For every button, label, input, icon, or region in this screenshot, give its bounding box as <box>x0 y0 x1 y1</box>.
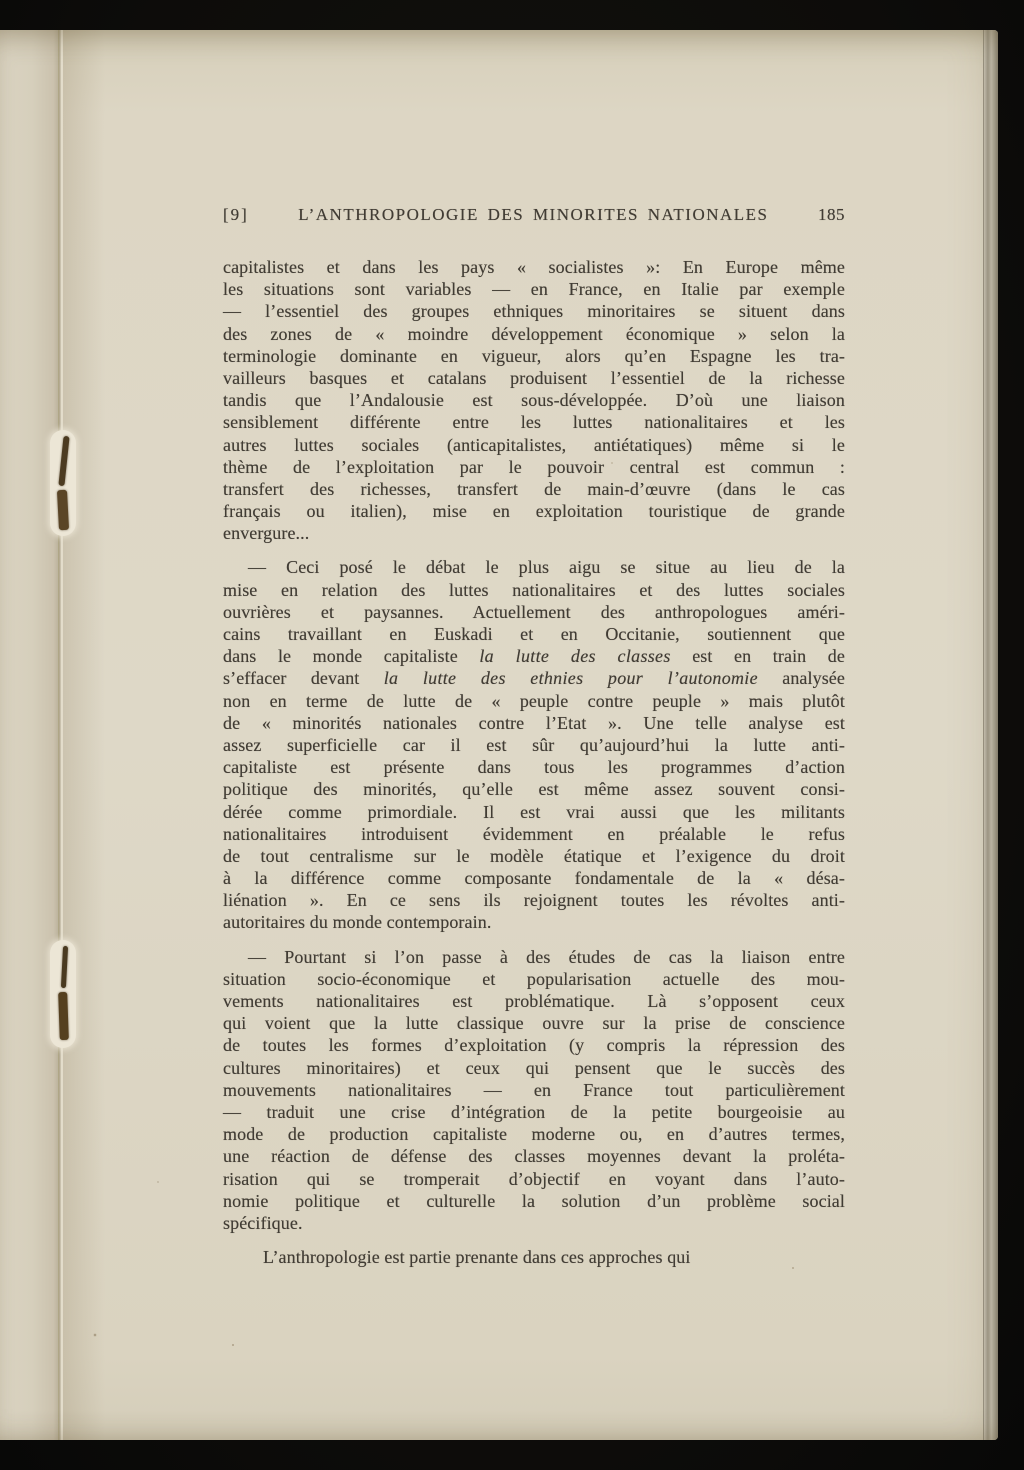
text-line: cultures minoritaires) et ceux qui pensent que le succès des <box>223 1057 845 1078</box>
page-gutter <box>0 30 58 1440</box>
running-header <box>223 205 845 226</box>
text-line: risation qui se tromperait d’objectif en voyant dans l’auto- <box>223 1168 845 1189</box>
text-line: — Ceci posé le débat le plus aigu se situe au lieu de la <box>248 557 845 578</box>
text-block <box>223 256 845 1268</box>
text-line: une réaction de défense des classes moyennes devant la proléta- <box>223 1146 845 1167</box>
text-line: cains travaillant en Euskadi et en Occitanie, soutiennent que <box>223 624 845 644</box>
text-line: dans le monde capitaliste la lutte des classes est en train de <box>223 646 845 667</box>
text-line: situation socio-économique et popularisation actuelle des mou- <box>223 968 845 989</box>
text-line: vailleurs basques et catalans produisent l’essentiel de la richesse <box>223 367 845 388</box>
text-line: français ou italien), mise en exploitation touristique de grande <box>223 501 845 522</box>
page-content <box>223 205 845 1268</box>
text-line: les situations sont variables — en France, en Italie par exemple <box>223 279 845 300</box>
text-line: capitalistes et dans les pays « socialistes »: En Europe même <box>223 257 845 277</box>
book-page <box>0 30 998 1440</box>
gutter-shadow <box>63 30 105 1440</box>
text-line: mouvements nationalitaires — en France tout particulièrement <box>223 1079 845 1100</box>
text-line: transfert des richesses, transfert de main-d’œuvre (dans le cas <box>223 478 845 499</box>
running-title: L’ANTHROPOLOGIE DES MINORITES NATIONALES <box>298 205 769 224</box>
paragraph <box>223 946 845 1234</box>
text-line: mode de production capitaliste moderne ou, en d’autres termes, <box>223 1124 845 1145</box>
section-number: [9] <box>223 205 249 224</box>
text-line: politique des minorités, qu’elle est même assez souvent consi- <box>223 779 845 800</box>
text-line: — traduit une crise d’intégration de la petite bourgeoisie au <box>223 1101 845 1122</box>
text-line: L’anthropologie est partie prenante dans ces approches qui <box>263 1247 691 1268</box>
text-line: sensiblement différente entre les luttes nationalitaires et les <box>223 412 845 433</box>
text-line: des zones de « moindre développement économique » selon la <box>223 323 845 344</box>
paragraph <box>223 256 845 544</box>
text-line: de toutes les formes d’exploitation (y compris la répression des <box>223 1035 845 1056</box>
text-line: assez superficielle car il est sûr qu’aujourd’hui la lutte anti- <box>223 734 845 755</box>
text-line: vements nationalitaires est problématique. Là s’opposent ceux <box>223 991 845 1011</box>
text-line: autres luttes sociales (anticapitalistes, antiétatiques) même si le <box>223 434 845 455</box>
text-line: spécifique. <box>223 1212 303 1233</box>
text-line: mise en relation des luttes nationalitaires et des luttes sociales <box>223 579 845 600</box>
text-line: s’effacer devant la lutte des ethnies pour l’autonomie analysée <box>223 668 845 689</box>
text-line: de tout centralisme sur le modèle étatique et l’exigence du droit <box>223 845 845 866</box>
paragraph <box>223 556 845 933</box>
text-line: — Pourtant si l’on passe à des études de cas la liaison entre <box>248 946 845 967</box>
text-line: à la différence comme composante fondamentale de la « désa- <box>223 868 845 889</box>
text-line: ouvrières et paysannes. Actuellement des anthropologues améri- <box>223 601 845 622</box>
stitch-thread-bottom <box>58 992 69 1040</box>
text-line: — l’essentiel des groupes ethniques minoritaires se situent dans <box>223 301 845 322</box>
text-line: nationalitaires introduisent évidemment en préalable le refus <box>223 823 845 844</box>
stitch-thread-top <box>57 490 69 530</box>
text-line: tandis que l’Andalousie est sous-développée. D’où une liaison <box>223 390 845 411</box>
text-line: autoritaires du monde contemporain. <box>223 912 492 933</box>
text-line: liénation ». En ce sens ils rejoignent toutes les révoltes anti- <box>223 890 845 911</box>
text-line: nomie politique et culturelle la solution d’un problème social <box>223 1190 845 1211</box>
text-line: dérée comme primordiale. Il est vrai aussi que les militants <box>223 801 845 822</box>
text-line: terminologie dominante en vigueur, alors qu’en Espagne les tra- <box>223 345 845 366</box>
page-fore-edge <box>983 30 998 1440</box>
text-line: qui voient que la lutte classique ouvre sur la prise de conscience <box>223 1013 845 1034</box>
text-line: capitaliste est présente dans tous les programmes d’action <box>223 757 845 778</box>
page-number: 185 <box>818 205 845 224</box>
text-line: de « minorités nationales contre l’Etat ». Une telle analyse est <box>223 712 845 733</box>
text-line: envergure... <box>223 523 310 544</box>
paragraph <box>223 1246 845 1268</box>
text-line: thème de l’exploitation par le pouvoir central est commun : <box>223 456 845 477</box>
text-line: non en terme de lutte de « peuple contre peuple » mais plutôt <box>223 690 845 711</box>
